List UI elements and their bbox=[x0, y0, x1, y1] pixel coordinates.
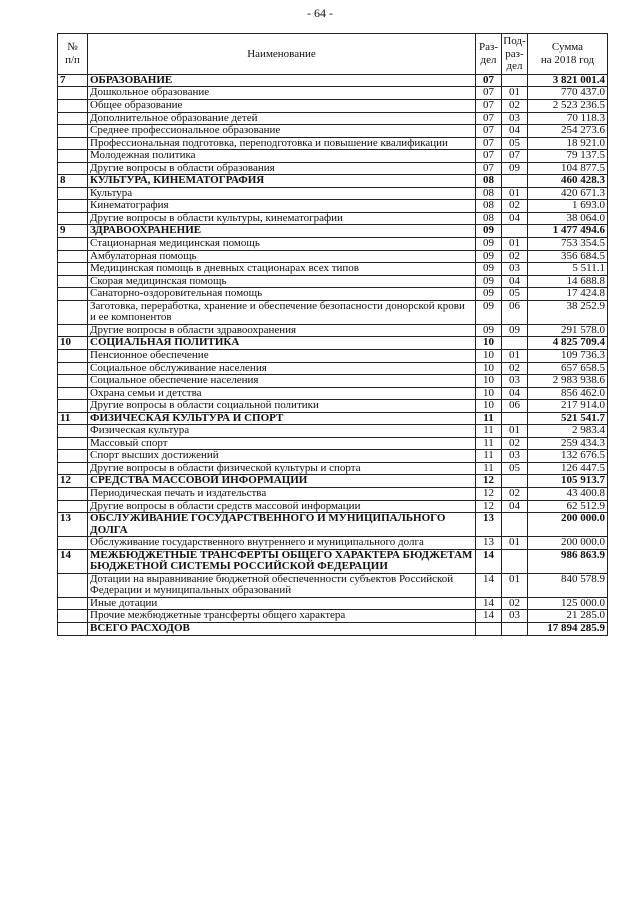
row-number bbox=[58, 375, 88, 388]
table-row bbox=[58, 250, 608, 263]
row-sum: 2 523 236.5 bbox=[528, 100, 608, 113]
row-subsection: 01 bbox=[502, 187, 528, 200]
row-subsection: 02 bbox=[502, 437, 528, 450]
row-sum: 291 578.0 bbox=[528, 324, 608, 337]
row-name: Другие вопросы в области средств массовой информации bbox=[88, 500, 476, 513]
row-subsection: 06 bbox=[502, 400, 528, 413]
row-sum: 420 671.3 bbox=[528, 187, 608, 200]
row-name: ОБСЛУЖИВАНИЕ ГОСУДАРСТВЕННОГО И МУНИЦИПАЛЬНОГО ДОЛГА bbox=[88, 513, 476, 537]
row-name: Физическая культура bbox=[88, 425, 476, 438]
row-sum: 3 821 001.4 bbox=[528, 74, 608, 87]
row-section: 10 bbox=[476, 375, 502, 388]
row-number bbox=[58, 150, 88, 163]
row-sum: 5 511.1 bbox=[528, 263, 608, 276]
table-row bbox=[58, 87, 608, 100]
row-name: Иные дотации bbox=[88, 597, 476, 610]
row-subsection: 06 bbox=[502, 300, 528, 324]
row-sum: 14 688.8 bbox=[528, 275, 608, 288]
row-number bbox=[58, 450, 88, 463]
row-number: 8 bbox=[58, 175, 88, 188]
row-section: 10 bbox=[476, 337, 502, 350]
row-subsection: 01 bbox=[502, 238, 528, 251]
row-sum: 18 921.0 bbox=[528, 137, 608, 150]
table-row bbox=[58, 212, 608, 225]
row-name: Периодическая печать и издательства bbox=[88, 487, 476, 500]
row-name: СРЕДСТВА МАССОВОЙ ИНФОРМАЦИИ bbox=[88, 475, 476, 488]
row-sum: 259 434.3 bbox=[528, 437, 608, 450]
row-subsection bbox=[502, 549, 528, 573]
row-sum: 1 477 494.6 bbox=[528, 225, 608, 238]
section-row bbox=[58, 225, 608, 238]
table-row bbox=[58, 238, 608, 251]
row-section: 14 bbox=[476, 573, 502, 597]
row-number bbox=[58, 573, 88, 597]
row-subsection: 02 bbox=[502, 362, 528, 375]
budget-table bbox=[57, 33, 608, 636]
row-subsection: 01 bbox=[502, 425, 528, 438]
row-name: Общее образование bbox=[88, 100, 476, 113]
row-sum: 38 252.9 bbox=[528, 300, 608, 324]
row-section: 07 bbox=[476, 100, 502, 113]
section-row bbox=[58, 549, 608, 573]
row-name: Другие вопросы в области образования bbox=[88, 162, 476, 175]
row-number bbox=[58, 100, 88, 113]
row-section: 09 bbox=[476, 263, 502, 276]
row-subsection: 01 bbox=[502, 349, 528, 362]
row-name: Другие вопросы в области социальной политики bbox=[88, 400, 476, 413]
row-sum: 856 462.0 bbox=[528, 387, 608, 400]
row-number bbox=[58, 238, 88, 251]
table-row bbox=[58, 125, 608, 138]
section-row bbox=[58, 175, 608, 188]
row-sum: 79 137.5 bbox=[528, 150, 608, 163]
row-section: 09 bbox=[476, 250, 502, 263]
row-name: Амбулаторная помощь bbox=[88, 250, 476, 263]
row-section: 09 bbox=[476, 225, 502, 238]
row-sum: 217 914.0 bbox=[528, 400, 608, 413]
table-row bbox=[58, 162, 608, 175]
table-row bbox=[58, 263, 608, 276]
table-row bbox=[58, 275, 608, 288]
row-sum: 70 118.3 bbox=[528, 112, 608, 125]
row-sum: 356 684.5 bbox=[528, 250, 608, 263]
row-sum: 521 541.7 bbox=[528, 412, 608, 425]
column-header-num: № п/п bbox=[58, 34, 88, 75]
row-section: 13 bbox=[476, 537, 502, 550]
row-sum: 43 400.8 bbox=[528, 487, 608, 500]
table-row bbox=[58, 150, 608, 163]
row-number bbox=[58, 263, 88, 276]
row-section: 10 bbox=[476, 400, 502, 413]
row-section: 11 bbox=[476, 437, 502, 450]
column-header-sum: Сумма на 2018 год bbox=[528, 34, 608, 75]
row-name: МЕЖБЮДЖЕТНЫЕ ТРАНСФЕРТЫ ОБЩЕГО ХАРАКТЕРА БЮДЖЕТАМ БЮДЖЕТНОЙ СИСТЕМЫ РОССИЙСКОЙ ФЕДЕРАЦИИ bbox=[88, 549, 476, 573]
row-number: 11 bbox=[58, 412, 88, 425]
row-number bbox=[58, 500, 88, 513]
row-subsection: 05 bbox=[502, 137, 528, 150]
table-row bbox=[58, 300, 608, 324]
table-row bbox=[58, 487, 608, 500]
row-subsection: 02 bbox=[502, 597, 528, 610]
row-section: 13 bbox=[476, 513, 502, 537]
row-section: 08 bbox=[476, 175, 502, 188]
row-subsection bbox=[502, 475, 528, 488]
row-name: Культура bbox=[88, 187, 476, 200]
table-row bbox=[58, 349, 608, 362]
row-number: 9 bbox=[58, 225, 88, 238]
row-section: 12 bbox=[476, 500, 502, 513]
row-number bbox=[58, 200, 88, 213]
row-sum: 62 512.9 bbox=[528, 500, 608, 513]
row-section: 09 bbox=[476, 324, 502, 337]
row-subsection: 09 bbox=[502, 324, 528, 337]
row-subsection: 05 bbox=[502, 462, 528, 475]
row-name: Кинематография bbox=[88, 200, 476, 213]
row-section: 10 bbox=[476, 362, 502, 375]
table-row bbox=[58, 387, 608, 400]
row-name: Молодежная политика bbox=[88, 150, 476, 163]
row-number bbox=[58, 597, 88, 610]
row-number bbox=[58, 162, 88, 175]
row-number: 10 bbox=[58, 337, 88, 350]
row-number bbox=[58, 362, 88, 375]
row-name: Прочие межбюджетные трансферты общего характера bbox=[88, 610, 476, 623]
row-number bbox=[58, 610, 88, 623]
row-name: Среднее профессиональное образование bbox=[88, 125, 476, 138]
row-sum: 17 894 285.9 bbox=[528, 622, 608, 635]
row-section: 14 bbox=[476, 610, 502, 623]
row-section: 14 bbox=[476, 549, 502, 573]
table-row bbox=[58, 500, 608, 513]
section-row bbox=[58, 475, 608, 488]
row-sum: 254 273.6 bbox=[528, 125, 608, 138]
column-header-subsection: Под- раз- дел bbox=[502, 34, 528, 75]
row-subsection: 04 bbox=[502, 125, 528, 138]
row-sum: 132 676.5 bbox=[528, 450, 608, 463]
row-section: 11 bbox=[476, 425, 502, 438]
row-section: 11 bbox=[476, 462, 502, 475]
row-subsection bbox=[502, 337, 528, 350]
row-sum: 1 693.0 bbox=[528, 200, 608, 213]
row-name: Дотации на выравнивание бюджетной обеспеченности субъектов Российской Федерации и муниципальных образований bbox=[88, 573, 476, 597]
row-name: ФИЗИЧЕСКАЯ КУЛЬТУРА И СПОРТ bbox=[88, 412, 476, 425]
row-name: Профессиональная подготовка, переподготовка и повышение квалификации bbox=[88, 137, 476, 150]
table-row bbox=[58, 187, 608, 200]
table-row bbox=[58, 112, 608, 125]
row-subsection: 04 bbox=[502, 500, 528, 513]
row-subsection bbox=[502, 175, 528, 188]
row-number bbox=[58, 112, 88, 125]
row-subsection: 03 bbox=[502, 450, 528, 463]
row-subsection: 03 bbox=[502, 263, 528, 276]
row-sum: 770 437.0 bbox=[528, 87, 608, 100]
row-section: 08 bbox=[476, 187, 502, 200]
row-name: Санаторно-оздоровительная помощь bbox=[88, 288, 476, 301]
row-number bbox=[58, 324, 88, 337]
section-row bbox=[58, 513, 608, 537]
row-section: 09 bbox=[476, 238, 502, 251]
page-number: - 64 - bbox=[307, 6, 333, 20]
row-name: Социальное обслуживание населения bbox=[88, 362, 476, 375]
row-sum: 126 447.5 bbox=[528, 462, 608, 475]
row-number bbox=[58, 462, 88, 475]
row-section: 10 bbox=[476, 349, 502, 362]
row-name: ОБРАЗОВАНИЕ bbox=[88, 74, 476, 87]
row-section: 07 bbox=[476, 112, 502, 125]
row-sum: 105 913.7 bbox=[528, 475, 608, 488]
row-section: 14 bbox=[476, 597, 502, 610]
row-section: 07 bbox=[476, 125, 502, 138]
table-row bbox=[58, 375, 608, 388]
row-section: 07 bbox=[476, 162, 502, 175]
row-name: СОЦИАЛЬНАЯ ПОЛИТИКА bbox=[88, 337, 476, 350]
row-subsection: 04 bbox=[502, 275, 528, 288]
row-name: Заготовка, переработка, хранение и обеспечение безопасности донорской крови и ее компонентов bbox=[88, 300, 476, 324]
row-sum: 840 578.9 bbox=[528, 573, 608, 597]
row-name: КУЛЬТУРА, КИНЕМАТОГРАФИЯ bbox=[88, 175, 476, 188]
row-number bbox=[58, 300, 88, 324]
row-subsection: 03 bbox=[502, 375, 528, 388]
row-subsection: 02 bbox=[502, 487, 528, 500]
row-name: ВСЕГО РАСХОДОВ bbox=[88, 622, 476, 635]
row-sum: 460 428.3 bbox=[528, 175, 608, 188]
row-sum: 104 877.5 bbox=[528, 162, 608, 175]
row-subsection bbox=[502, 74, 528, 87]
row-subsection: 04 bbox=[502, 212, 528, 225]
row-subsection: 09 bbox=[502, 162, 528, 175]
row-sum: 109 736.3 bbox=[528, 349, 608, 362]
row-subsection: 03 bbox=[502, 112, 528, 125]
table-row bbox=[58, 362, 608, 375]
row-sum: 2 983 938.6 bbox=[528, 375, 608, 388]
row-sum: 38 064.0 bbox=[528, 212, 608, 225]
table-row bbox=[58, 462, 608, 475]
table-row bbox=[58, 425, 608, 438]
table-row bbox=[58, 573, 608, 597]
row-sum: 753 354.5 bbox=[528, 238, 608, 251]
row-name: Стационарная медицинская помощь bbox=[88, 238, 476, 251]
row-name: Другие вопросы в области здравоохранения bbox=[88, 324, 476, 337]
row-subsection: 01 bbox=[502, 537, 528, 550]
row-section: 09 bbox=[476, 288, 502, 301]
row-name: Спорт высших достижений bbox=[88, 450, 476, 463]
row-subsection: 04 bbox=[502, 387, 528, 400]
row-name: Пенсионное обеспечение bbox=[88, 349, 476, 362]
section-row bbox=[58, 74, 608, 87]
row-number: 14 bbox=[58, 549, 88, 573]
row-number bbox=[58, 487, 88, 500]
row-section: 12 bbox=[476, 487, 502, 500]
row-name: Массовый спорт bbox=[88, 437, 476, 450]
row-name: Другие вопросы в области культуры, кинематографии bbox=[88, 212, 476, 225]
table-row bbox=[58, 324, 608, 337]
row-number bbox=[58, 87, 88, 100]
table-row bbox=[58, 537, 608, 550]
row-name: Охрана семьи и детства bbox=[88, 387, 476, 400]
row-number: 7 bbox=[58, 74, 88, 87]
row-number: 13 bbox=[58, 513, 88, 537]
row-sum: 2 983.4 bbox=[528, 425, 608, 438]
row-section: 09 bbox=[476, 300, 502, 324]
row-section: 11 bbox=[476, 450, 502, 463]
section-row bbox=[58, 337, 608, 350]
table-row bbox=[58, 137, 608, 150]
column-header-name: Наименование bbox=[88, 34, 476, 75]
row-section: 10 bbox=[476, 387, 502, 400]
row-number bbox=[58, 437, 88, 450]
row-number bbox=[58, 125, 88, 138]
row-number bbox=[58, 187, 88, 200]
row-subsection bbox=[502, 225, 528, 238]
row-subsection: 02 bbox=[502, 100, 528, 113]
row-number bbox=[58, 275, 88, 288]
row-section: 09 bbox=[476, 275, 502, 288]
table-row bbox=[58, 400, 608, 413]
row-subsection bbox=[502, 622, 528, 635]
row-name: Социальное обеспечение населения bbox=[88, 375, 476, 388]
row-section: 07 bbox=[476, 137, 502, 150]
row-name: Дошкольное образование bbox=[88, 87, 476, 100]
table-header-row bbox=[58, 34, 608, 75]
row-name: Другие вопросы в области физической культуры и спорта bbox=[88, 462, 476, 475]
row-sum: 200 000.0 bbox=[528, 513, 608, 537]
table-row bbox=[58, 450, 608, 463]
row-number: 12 bbox=[58, 475, 88, 488]
row-name: ЗДРАВООХРАНЕНИЕ bbox=[88, 225, 476, 238]
table-row bbox=[58, 597, 608, 610]
row-number bbox=[58, 250, 88, 263]
table-row bbox=[58, 288, 608, 301]
row-name: Обслуживание государственного внутреннего и муниципального долга bbox=[88, 537, 476, 550]
row-subsection: 05 bbox=[502, 288, 528, 301]
row-number bbox=[58, 387, 88, 400]
row-subsection bbox=[502, 412, 528, 425]
row-subsection: 01 bbox=[502, 87, 528, 100]
row-number bbox=[58, 400, 88, 413]
row-section: 08 bbox=[476, 212, 502, 225]
row-subsection: 07 bbox=[502, 150, 528, 163]
table-row bbox=[58, 100, 608, 113]
row-section: 07 bbox=[476, 74, 502, 87]
row-section bbox=[476, 622, 502, 635]
row-sum: 17 424.8 bbox=[528, 288, 608, 301]
row-sum: 125 000.0 bbox=[528, 597, 608, 610]
row-subsection: 01 bbox=[502, 573, 528, 597]
row-section: 08 bbox=[476, 200, 502, 213]
row-subsection: 03 bbox=[502, 610, 528, 623]
row-name: Скорая медицинская помощь bbox=[88, 275, 476, 288]
row-sum: 986 863.9 bbox=[528, 549, 608, 573]
table-row bbox=[58, 200, 608, 213]
column-header-section: Раз- дел bbox=[476, 34, 502, 75]
row-subsection: 02 bbox=[502, 250, 528, 263]
row-name: Дополнительное образование детей bbox=[88, 112, 476, 125]
row-number bbox=[58, 212, 88, 225]
row-number bbox=[58, 622, 88, 635]
table-row bbox=[58, 437, 608, 450]
row-section: 11 bbox=[476, 412, 502, 425]
row-sum: 657 658.5 bbox=[528, 362, 608, 375]
row-section: 07 bbox=[476, 87, 502, 100]
row-section: 07 bbox=[476, 150, 502, 163]
row-name: Медицинская помощь в дневных стационарах всех типов bbox=[88, 263, 476, 276]
row-subsection: 02 bbox=[502, 200, 528, 213]
section-row bbox=[58, 412, 608, 425]
total-row bbox=[58, 622, 608, 635]
row-sum: 200 000.0 bbox=[528, 537, 608, 550]
row-subsection bbox=[502, 513, 528, 537]
row-number bbox=[58, 288, 88, 301]
table-row bbox=[58, 610, 608, 623]
row-sum: 4 825 709.4 bbox=[528, 337, 608, 350]
row-number bbox=[58, 137, 88, 150]
row-number bbox=[58, 425, 88, 438]
row-sum: 21 285.0 bbox=[528, 610, 608, 623]
row-number bbox=[58, 537, 88, 550]
row-number bbox=[58, 349, 88, 362]
row-section: 12 bbox=[476, 475, 502, 488]
